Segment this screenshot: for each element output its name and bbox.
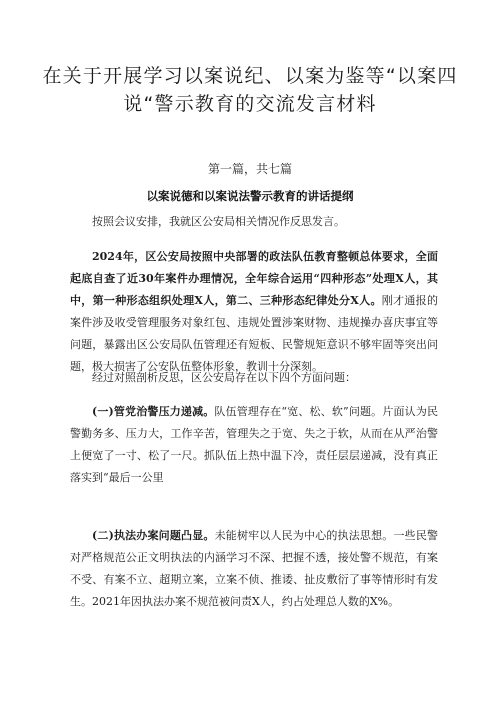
paragraph-summary-text: 刚才通报的案件涉及收受管理服务对象红包、违规处置涉案财物、违规操办喜庆事宜等问题，暴露出区公安局队伍管理还有短板、民警规矩意识不够牢固等突出问题，极大损害了公安队伍整体形象，教训十分深刻。	[70, 294, 438, 373]
document-subtitle: 第一篇，共七篇	[207, 162, 292, 176]
paragraph-problems-intro: 经过对照剖析反思，区公安局存在以下四个方面问题：	[92, 371, 356, 384]
paragraph-problem-2	[70, 525, 438, 613]
paragraph-problem-1	[70, 401, 438, 489]
paragraph-summary	[70, 246, 438, 378]
problem-1-heading: (一)管党治警压力递减。	[92, 405, 215, 418]
problem-2-heading: (二)执法办案问题凸显。	[92, 529, 215, 542]
document-title: 在关于开展学习以案说纪、以案为鉴等“以案四说“警示教育的交流发言材料	[42, 65, 458, 115]
section-heading: 以案说德和以案说法警示教育的讲话提纲	[146, 189, 354, 203]
paragraph-intro: 按照会议安排，我就区公安局相关情况作反思发言。	[92, 215, 345, 228]
problem-1-text: 队伍管理存在“宽、松、软”问题。片面认为民警勤务多、压力大，工作辛苦，管理失之于宽、失之于软，从而在从严治警上便宽了一寸、松了一尺。抓队伍上热中温下冷，责任层层递减，没有真正落实到“最后一公里	[70, 405, 438, 484]
paragraph-summary-bold: 2024年，区公安局按照中央部署的政法队伍教育整顿总体要求，全面起底自查了近30年案件办理情况，全年综合运用“四种形态”处理X人，其中，第一种形态组织处理X人，第二、三种形态纪律处分X人。	[70, 250, 438, 307]
problem-2-text: 未能树牢以人民为中心的执法思想。一些民警对严格规范公正文明执法的内涵学习不深、把握不透，接处警不规范，有案不受、有案不立、超期立案，立案不侦、推诿、扯皮敷衍了事等情形时有发生。2021年因执法办案不规范被问责X人，约占处理总人数的X%。	[70, 529, 438, 608]
